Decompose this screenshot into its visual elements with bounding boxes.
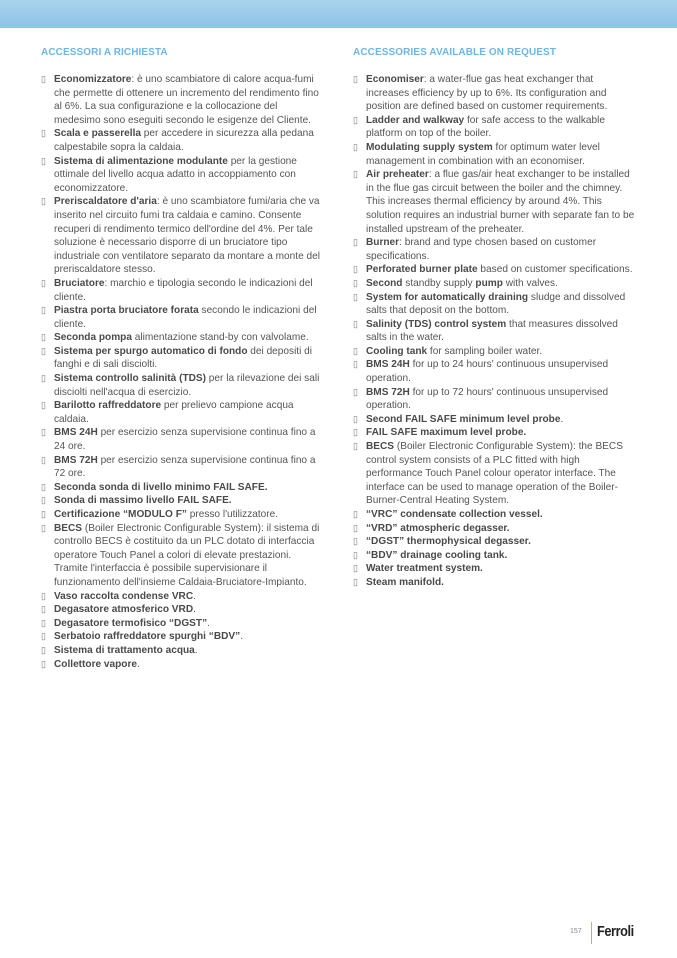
bullet-icon: ▯ bbox=[353, 141, 358, 152]
list-item bbox=[353, 345, 638, 359]
bullet-icon: ▯ bbox=[353, 549, 358, 560]
list-item bbox=[41, 644, 326, 658]
item-term: Cooling tank bbox=[366, 345, 428, 357]
item-term: Sistema di trattamento acqua bbox=[54, 644, 195, 656]
item-term: Scala e passerella bbox=[54, 128, 141, 140]
list-item bbox=[353, 440, 638, 508]
bullet-icon: ▯ bbox=[41, 481, 46, 492]
item-term: Salinity (TDS) control system bbox=[366, 318, 507, 330]
item-text: : a flue gas/air heat exchanger to be installed in the flue gas circuit between the boiler and the chimney. This increases thermal efficiency by around 4%. This solution requires an industrial burner with separate fan to be installed upstream of the preheater. bbox=[366, 169, 635, 235]
bullet-icon: ▯ bbox=[353, 114, 358, 125]
bullet-icon: ▯ bbox=[353, 169, 358, 180]
right-heading: ACCESSORIES AVAILABLE ON REQUEST bbox=[353, 47, 557, 58]
item-term: Degasatore termofisico “DGST” bbox=[54, 617, 208, 629]
list-item bbox=[353, 318, 638, 345]
list-item bbox=[41, 426, 326, 453]
item-term: Ladder and walkway bbox=[366, 114, 465, 126]
item-text: (Boiler Electronic Configurable System): the BECS control system consists of a PLC fitted with high performance Touch Panel colour operator interface. The interface can be used to manage operation of the Boiler-Burner-Central Heating System. bbox=[366, 441, 623, 507]
item-term: Air preheater bbox=[366, 169, 429, 181]
item-text: : è uno scambiatore di calore acqua-fumi che permette di ottenere un incremento del rendimento fino al 6%. La sua configurazione e la collocazione del medesimo sono eseguiti secondo le esigenze del Cliente. bbox=[54, 74, 319, 126]
item-text: . bbox=[207, 617, 210, 629]
item-term: Second FAIL SAFE minimum level probe bbox=[366, 413, 561, 425]
item-text: : marchio e tipologia secondo le indicazioni del cliente. bbox=[54, 277, 313, 303]
item-text: that measures dissolved salts in the water. bbox=[366, 318, 618, 344]
item-text: for up to 72 hours' continuous unsupervised operation. bbox=[366, 386, 609, 412]
list-item bbox=[353, 508, 638, 522]
item-term: Perforated burner plate bbox=[366, 264, 478, 276]
bullet-icon: ▯ bbox=[353, 237, 358, 248]
item-term: Barilotto raffreddatore bbox=[54, 400, 162, 412]
item-term: “BDV” drainage cooling tank. bbox=[366, 549, 508, 561]
item-text: dei depositi di fanghi e di sali disciolti. bbox=[54, 345, 313, 371]
list-item bbox=[353, 277, 638, 291]
item-text: with valves. bbox=[502, 277, 558, 289]
item-term: “VRC” condensate collection vessel. bbox=[366, 509, 543, 520]
bullet-icon: ▯ bbox=[41, 454, 46, 465]
top-color-band bbox=[0, 0, 677, 28]
bullet-icon: ▯ bbox=[41, 196, 46, 207]
bullet-icon: ▯ bbox=[41, 617, 46, 628]
bullet-icon: ▯ bbox=[41, 522, 46, 533]
item-term: BMS 24H bbox=[54, 427, 98, 439]
ferroli-logo: Ferroli bbox=[597, 923, 634, 940]
item-text: (Boiler Electronic Configurable System): il sistema di controllo BECS è costituito da un PLC dotato di interfaccia operatore Touch Panel a colori di elevate prestazioni. Tramite l'interfaccia è possibile supervisionare il funzionamento dell'insieme Caldaia-Bruciatore-Impianto. bbox=[54, 522, 320, 588]
item-term: Second bbox=[366, 277, 403, 289]
item-text: : è uno scambiatore fumi/aria che va inserito nel circuito fumi tra caldaia e camino. Consente recuperi di rendimento termico dell'ordine del 4%. Per tale soluzione è necessario disporre di un bruciatore tipo industriale con ventilatore separato da montare a monte del preriscaldatore stesso. bbox=[54, 196, 320, 276]
left-heading: ACCESSORI A RICHIESTA bbox=[41, 47, 168, 58]
item-term: Degasatore atmosferico VRD bbox=[54, 604, 194, 616]
item-text: for up to 24 hours' continuous unsupervised operation. bbox=[366, 359, 609, 385]
item-term: Sonda di massimo livello FAIL SAFE. bbox=[54, 495, 232, 507]
item-term: Serbatoio raffreddatore spurghi “BDV” bbox=[54, 631, 241, 643]
bullet-icon: ▯ bbox=[353, 563, 358, 574]
item-term: Certificazione “MODULO F” bbox=[54, 509, 187, 520]
item-text: per prelievo campione acqua caldaia. bbox=[54, 400, 294, 425]
item-term: “VRD” atmospheric degasser. bbox=[366, 522, 510, 534]
list-item bbox=[353, 522, 638, 536]
item-text: for sampling boiler water. bbox=[427, 345, 543, 357]
list-item bbox=[41, 331, 326, 345]
bullet-icon: ▯ bbox=[41, 373, 46, 384]
bullet-icon: ▯ bbox=[353, 509, 358, 519]
list-item bbox=[353, 114, 638, 141]
bullet-icon: ▯ bbox=[41, 495, 46, 506]
bullet-icon: ▯ bbox=[353, 427, 358, 438]
item-term: System for automatically draining bbox=[366, 291, 529, 303]
list-item bbox=[41, 522, 326, 590]
bullet-icon: ▯ bbox=[353, 345, 358, 356]
bullet-icon: ▯ bbox=[41, 590, 46, 601]
item-term: Vaso raccolta condense VRC bbox=[54, 590, 194, 602]
bullet-icon: ▯ bbox=[353, 536, 358, 547]
item-term: BMS 72H bbox=[366, 386, 410, 398]
right-column bbox=[353, 47, 638, 590]
list-item bbox=[41, 399, 326, 426]
list-item bbox=[353, 562, 638, 576]
list-item bbox=[353, 358, 638, 385]
item-term: Water treatment system. bbox=[366, 563, 483, 575]
item-text: per accedere in sicurezza alla pedana calpestabile sopra la caldaia. bbox=[54, 128, 314, 153]
item-term: Burner bbox=[366, 237, 400, 249]
bullet-icon: ▯ bbox=[353, 386, 358, 397]
list-item bbox=[41, 508, 326, 522]
item-term: FAIL SAFE maximum level probe. bbox=[366, 427, 527, 439]
list-item bbox=[41, 73, 326, 127]
list-item bbox=[41, 195, 326, 277]
item-text: . bbox=[137, 658, 140, 670]
item-term: Modulating supply system bbox=[366, 141, 493, 153]
item-term: Sistema di alimentazione modulante bbox=[54, 155, 228, 167]
list-item bbox=[353, 73, 638, 114]
item-term: Seconda pompa bbox=[54, 332, 132, 344]
item-text: based on customer specifications. bbox=[477, 264, 633, 276]
list-item bbox=[353, 236, 638, 263]
list-item bbox=[41, 630, 326, 644]
page-number: 157 bbox=[570, 928, 582, 935]
list-item bbox=[353, 413, 638, 427]
left-column bbox=[41, 47, 326, 671]
list-item bbox=[353, 168, 638, 236]
list-item bbox=[41, 590, 326, 604]
item-term: Bruciatore bbox=[54, 277, 105, 289]
bullet-icon: ▯ bbox=[41, 345, 46, 356]
item-term: BMS 24H bbox=[366, 359, 410, 371]
item-term: Economiser bbox=[366, 74, 424, 85]
list-item bbox=[41, 617, 326, 631]
bullet-icon: ▯ bbox=[353, 441, 358, 452]
bullet-icon: ▯ bbox=[41, 400, 46, 411]
item-term: Seconda sonda di livello minimo FAIL SAFE. bbox=[54, 481, 268, 493]
list-item bbox=[41, 277, 326, 304]
item-text: per esercizio senza supervisione continua fino a 24 ore. bbox=[54, 427, 316, 453]
list-item bbox=[41, 155, 326, 196]
bullet-icon: ▯ bbox=[41, 332, 46, 343]
item-term: pump bbox=[475, 277, 503, 289]
bullet-icon: ▯ bbox=[41, 128, 46, 139]
bullet-icon: ▯ bbox=[41, 427, 46, 438]
item-text: per la rilevazione dei sali disciolti nell'acqua di esercizio. bbox=[54, 373, 320, 398]
item-term: Sistema per spurgo automatico di fondo bbox=[54, 345, 248, 357]
bullet-icon: ▯ bbox=[353, 277, 358, 288]
item-term: Sistema controllo salinità (TDS) bbox=[54, 373, 206, 385]
list-item bbox=[41, 127, 326, 154]
item-text: : brand and type chosen based on customer specifications. bbox=[366, 237, 597, 262]
item-text: . bbox=[193, 590, 196, 602]
item-text: : a water-flue gas heat exchanger that increases efficiency by up to 6%. Its configuration and position are defined based on customer requirements. bbox=[366, 74, 608, 113]
list-item bbox=[353, 291, 638, 318]
item-term: BMS 72H bbox=[54, 454, 98, 466]
item-term: BECS bbox=[366, 441, 395, 453]
bullet-icon: ▯ bbox=[353, 318, 358, 329]
item-term: BECS bbox=[54, 522, 83, 534]
bullet-icon: ▯ bbox=[353, 291, 358, 302]
list-item bbox=[41, 454, 326, 481]
bullet-icon: ▯ bbox=[41, 631, 46, 642]
list-item bbox=[41, 481, 326, 495]
list-item bbox=[41, 304, 326, 331]
item-text: . bbox=[560, 413, 564, 425]
item-text: . bbox=[194, 644, 198, 656]
list-item bbox=[353, 576, 638, 590]
list-item bbox=[41, 658, 326, 672]
bullet-icon: ▯ bbox=[353, 264, 358, 275]
list-item bbox=[41, 603, 326, 617]
bullet-icon: ▯ bbox=[41, 644, 46, 655]
item-text: for safe access to the walkable platform on top of the boiler. bbox=[366, 114, 605, 140]
item-term: Piastra porta bruciatore forata bbox=[54, 305, 199, 317]
left-accessory-list bbox=[41, 73, 326, 671]
item-text: standby supply bbox=[402, 277, 476, 289]
item-text: for optimum water level management in combination with an economiser. bbox=[366, 141, 600, 167]
item-text: secondo le indicazioni del cliente. bbox=[54, 305, 317, 330]
item-text: alimentazione stand-by con valvolame. bbox=[131, 332, 309, 344]
bullet-icon: ▯ bbox=[353, 74, 358, 84]
list-item bbox=[353, 426, 638, 440]
list-item bbox=[41, 372, 326, 399]
bullet-icon: ▯ bbox=[353, 413, 358, 424]
bullet-icon: ▯ bbox=[41, 155, 46, 166]
footer-divider bbox=[591, 922, 592, 944]
bullet-icon: ▯ bbox=[41, 277, 46, 288]
bullet-icon: ▯ bbox=[353, 522, 358, 533]
bullet-icon: ▯ bbox=[41, 74, 46, 84]
item-text: sludge and dissolved salts that deposit on the bottom. bbox=[366, 291, 626, 317]
bullet-icon: ▯ bbox=[353, 576, 358, 587]
bullet-icon: ▯ bbox=[353, 359, 358, 370]
list-item bbox=[353, 263, 638, 277]
item-term: Economizzatore bbox=[54, 74, 132, 85]
item-text: . bbox=[193, 604, 196, 616]
item-term: Steam manifold. bbox=[366, 576, 444, 588]
item-text: presso l'utilizzatore. bbox=[186, 509, 279, 520]
bullet-icon: ▯ bbox=[41, 305, 46, 316]
item-text: per esercizio senza supervisione continua fino a 72 ore. bbox=[54, 454, 316, 480]
right-accessory-list bbox=[353, 73, 638, 590]
list-item bbox=[41, 494, 326, 508]
list-item bbox=[353, 386, 638, 413]
bullet-icon: ▯ bbox=[41, 604, 46, 615]
bullet-icon: ▯ bbox=[41, 509, 46, 519]
item-term: Preriscaldatore d'aria bbox=[54, 196, 157, 208]
item-text: . bbox=[240, 631, 244, 643]
list-item bbox=[353, 535, 638, 549]
item-text: per la gestione ottimale del livello acqua adatto in accoppiamento con economizzatore. bbox=[54, 155, 297, 194]
list-item bbox=[353, 141, 638, 168]
item-term: Collettore vapore bbox=[54, 658, 138, 670]
item-term: “DGST” thermophysical degasser. bbox=[366, 536, 531, 548]
list-item bbox=[353, 549, 638, 563]
bullet-icon: ▯ bbox=[41, 658, 46, 669]
list-item bbox=[41, 345, 326, 372]
